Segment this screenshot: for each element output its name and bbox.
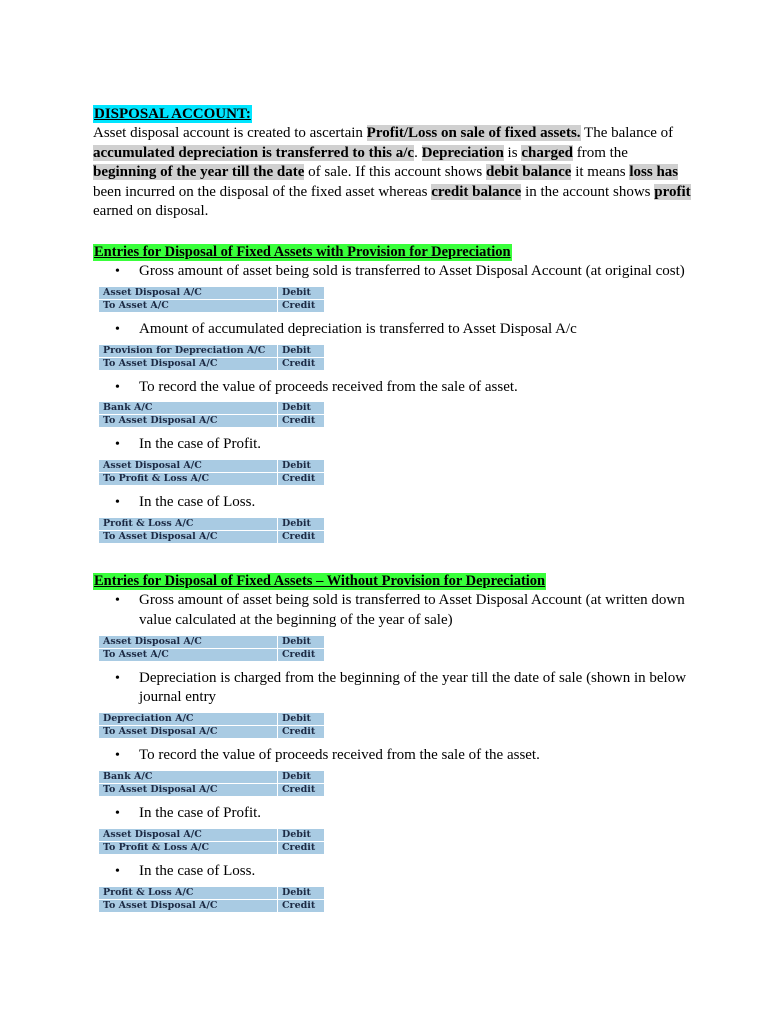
bullet-item <box>93 262 693 282</box>
journal-entry-row <box>99 829 325 841</box>
journal-entry-table <box>99 459 325 486</box>
paragraph-text: in the account shows <box>521 183 655 200</box>
account-name-cell: Profit & Loss A/C <box>99 887 278 899</box>
debit-cell: Debit <box>278 771 325 783</box>
credit-cell: Credit <box>278 358 325 370</box>
highlighted-phrase: accumulated depreciation is transferred to this a/c <box>93 144 415 161</box>
journal-entry-row <box>99 900 325 912</box>
account-name-cell: Asset Disposal A/C <box>99 636 278 648</box>
highlighted-phrase: Depreciation <box>421 144 504 161</box>
section-heading: Entries for Disposal of Fixed Assets with Provision for Depreciation <box>94 243 511 260</box>
journal-entry-row <box>99 345 325 357</box>
account-name-cell: To Asset A/C <box>99 649 278 661</box>
journal-entry-row <box>99 287 325 299</box>
journal-entry-row <box>99 473 325 485</box>
bullet-dot: • <box>115 495 120 511</box>
account-name-cell: Bank A/C <box>99 771 278 783</box>
credit-cell: Credit <box>278 300 325 312</box>
journal-entry-table <box>99 286 325 313</box>
journal-entry-table <box>99 635 325 662</box>
bullet-dot: • <box>115 437 120 453</box>
bullet-text: In the case of Loss. <box>139 494 256 511</box>
bullet-item <box>93 435 693 455</box>
bullet-text: In the case of Profit. <box>139 436 262 453</box>
bullet-text: Gross amount of asset being sold is transferred to Asset Disposal Account (at written down value calculated at the beginning of the year of sale) <box>139 591 685 628</box>
account-name-cell: To Asset Disposal A/C <box>99 358 278 370</box>
bullet-dot: • <box>115 592 120 608</box>
bullet-dot: • <box>115 748 120 764</box>
credit-cell: Credit <box>278 784 325 796</box>
debit-cell: Debit <box>278 460 325 472</box>
account-name-cell: To Asset Disposal A/C <box>99 415 278 427</box>
credit-cell: Credit <box>278 900 325 912</box>
debit-cell: Debit <box>278 636 325 648</box>
bullet-dot: • <box>115 863 120 879</box>
bullet-text: In the case of Profit. <box>139 804 262 821</box>
credit-cell: Credit <box>278 649 325 661</box>
account-name-cell: To Asset Disposal A/C <box>99 531 278 543</box>
journal-entry-row <box>99 518 325 530</box>
account-name-cell: Asset Disposal A/C <box>99 460 278 472</box>
account-name-cell: Depreciation A/C <box>99 713 278 725</box>
bullet-text: Depreciation is charged from the beginning of the year till the date of sale (shown in below journal entry <box>139 669 687 706</box>
debit-cell: Debit <box>278 287 325 299</box>
debit-cell: Debit <box>278 402 325 414</box>
bullet-item <box>93 591 693 631</box>
paragraph-text: been incurred on the disposal of the fixed asset whereas <box>93 183 432 200</box>
account-name-cell: To Asset Disposal A/C <box>99 784 278 796</box>
paragraph-text: is <box>503 144 522 161</box>
bullet-dot: • <box>115 379 120 395</box>
highlighted-phrase: beginning of the year till the date <box>93 164 305 181</box>
journal-entry-table <box>99 401 325 428</box>
bullet-dot: • <box>115 670 120 686</box>
credit-cell: Credit <box>278 473 325 485</box>
credit-cell: Credit <box>278 415 325 427</box>
page-title: DISPOSAL ACCOUNT: <box>94 106 251 122</box>
bullet-item <box>93 804 693 824</box>
bullet-item <box>93 378 693 398</box>
paragraph-text: earned on disposal. <box>93 203 209 220</box>
paragraph-text: of sale. If this account shows <box>304 164 487 181</box>
account-name-cell: To Asset Disposal A/C <box>99 900 278 912</box>
highlighted-phrase: charged <box>521 144 573 161</box>
account-name-cell: Asset Disposal A/C <box>99 829 278 841</box>
bullet-text: To record the value of proceeds received from the sale of the asset. <box>139 747 540 764</box>
journal-entry-table <box>99 517 325 544</box>
journal-entry-row <box>99 649 325 661</box>
bullet-text: In the case of Loss. <box>139 862 256 879</box>
bullet-item <box>93 669 693 709</box>
paragraph-text: The balance of <box>580 125 674 141</box>
journal-entry-row <box>99 358 325 370</box>
journal-entry-row <box>99 415 325 427</box>
paragraph-text: . <box>414 144 422 161</box>
journal-entry-table <box>99 828 325 855</box>
journal-entry-table <box>99 344 325 371</box>
account-name-cell: To Asset Disposal A/C <box>99 726 278 738</box>
bullet-dot: • <box>115 321 120 337</box>
paragraph-text: from the <box>572 144 628 161</box>
journal-entry-row <box>99 531 325 543</box>
paragraph-text: Asset disposal account is created to ascertain <box>93 125 367 141</box>
journal-entry-row <box>99 784 325 796</box>
highlighted-phrase: debit balance <box>486 164 572 181</box>
highlighted-phrase: credit balance <box>431 183 522 200</box>
account-name-cell: Provision for Depreciation A/C <box>99 345 278 357</box>
account-name-cell: Asset Disposal A/C <box>99 287 278 299</box>
journal-entry-row <box>99 402 325 414</box>
highlighted-phrase: profit <box>654 183 691 200</box>
bullet-item <box>93 320 693 340</box>
journal-entry-row <box>99 460 325 472</box>
debit-cell: Debit <box>278 713 325 725</box>
bullet-item <box>93 493 693 513</box>
credit-cell: Credit <box>278 726 325 738</box>
credit-cell: Credit <box>278 531 325 543</box>
section-heading: Entries for Disposal of Fixed Assets – Without Provision for Depreciation <box>94 572 546 589</box>
journal-entry-row <box>99 887 325 899</box>
journal-entry-row <box>99 842 325 854</box>
bullet-dot: • <box>115 263 120 279</box>
bullet-dot: • <box>115 805 120 821</box>
journal-entry-row <box>99 300 325 312</box>
bullet-text: To record the value of proceeds received from the sale of asset. <box>139 378 518 395</box>
intro-paragraph <box>93 124 693 222</box>
bullet-text: Amount of accumulated depreciation is transferred to Asset Disposal A/c <box>139 320 577 337</box>
journal-entry-row <box>99 771 325 783</box>
debit-cell: Debit <box>278 829 325 841</box>
paragraph-text: it means <box>571 164 630 181</box>
account-name-cell: To Asset A/C <box>99 300 278 312</box>
journal-entry-row <box>99 713 325 725</box>
highlighted-phrase: Profit/Loss on sale of fixed assets. <box>366 125 581 141</box>
bullet-item <box>93 746 693 766</box>
account-name-cell: To Profit & Loss A/C <box>99 842 278 854</box>
debit-cell: Debit <box>278 518 325 530</box>
bullet-text: Gross amount of asset being sold is transferred to Asset Disposal Account (at original cost) <box>139 262 685 279</box>
account-name-cell: Bank A/C <box>99 402 278 414</box>
journal-entry-table <box>99 770 325 797</box>
debit-cell: Debit <box>278 345 325 357</box>
credit-cell: Credit <box>278 842 325 854</box>
bullet-item <box>93 862 693 882</box>
highlighted-phrase: loss has <box>629 164 679 181</box>
document-page <box>93 105 693 920</box>
account-name-cell: Profit & Loss A/C <box>99 518 278 530</box>
journal-entry-row <box>99 636 325 648</box>
journal-entry-table <box>99 712 325 739</box>
journal-entry-table <box>99 886 325 913</box>
debit-cell: Debit <box>278 887 325 899</box>
sections-container <box>93 222 693 913</box>
account-name-cell: To Profit & Loss A/C <box>99 473 278 485</box>
journal-entry-row <box>99 726 325 738</box>
